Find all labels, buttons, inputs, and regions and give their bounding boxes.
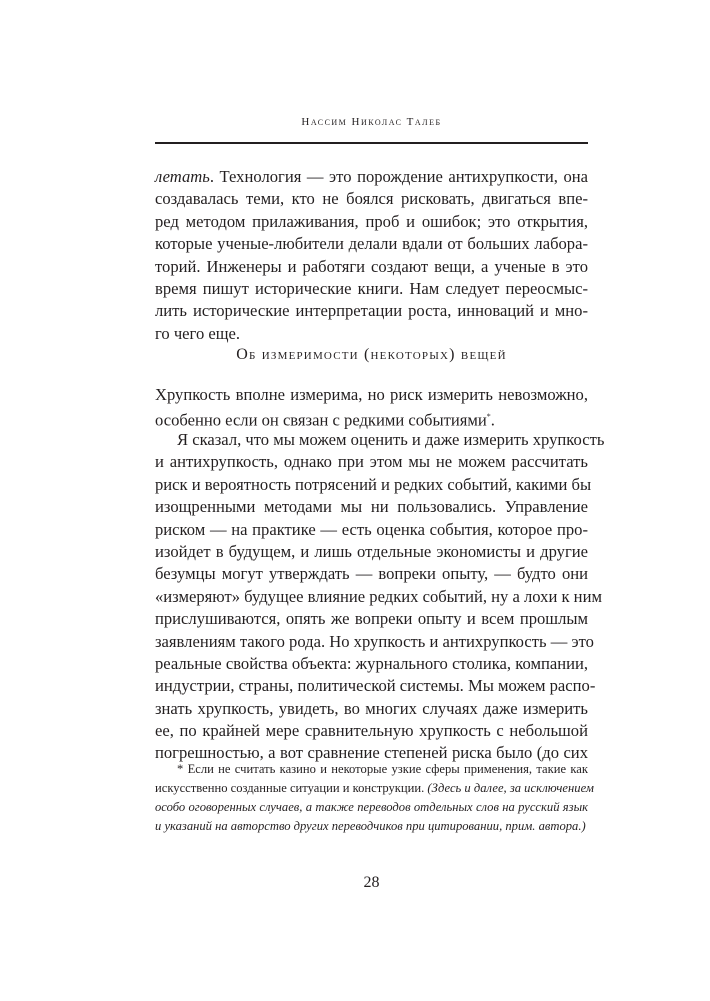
text-line: Я сказал, что мы можем оценить и даже измерить хрупкость — [177, 430, 605, 449]
footnote — [155, 760, 594, 836]
header-rule — [155, 142, 588, 144]
italic-text: особо оговоренных случаев, а также переводов отдельных слов на русский язык — [155, 800, 588, 814]
page-number: 28 — [363, 874, 380, 891]
text: особенно если он связан с редкими событиями — [155, 410, 487, 430]
text-line: изощренными методами мы ни пользовались. Управление — [155, 497, 588, 517]
text-line: риск и вероятность потрясений и редких событий, какими бы — [155, 474, 592, 494]
footnote-line: * Если не считать казино и некоторые узкие сферы применения, такие как — [177, 762, 588, 776]
footnote-line — [155, 779, 594, 798]
paragraph-2 — [155, 384, 588, 429]
text-line — [155, 406, 588, 428]
text-line: знать хрупкость, увидеть, во многих случаях даже измерить — [155, 698, 588, 718]
text-line: погрешностью, а вот сравнение степеней риска было (до сих — [155, 743, 588, 763]
text-line: заявлениям такого рода. Но хрупкость и антихрупкость — это — [155, 631, 594, 651]
text: . Технология — это порождение антихрупкости, она — [209, 167, 588, 186]
text: искусственно созданные ситуации и конструкции. — [155, 781, 428, 795]
text: . — [490, 410, 495, 430]
footnote-mark[interactable]: * — [486, 412, 491, 422]
text-line: время пишут исторические книги. Нам следует переосмыс- — [155, 278, 588, 298]
running-head: Нассим Николас Талеб — [301, 116, 442, 128]
text-line: торий. Инженеры и работяги создают вещи, а ученые в это — [155, 256, 588, 276]
text-line: прислушиваются, опять же вопреки опыту и всем прошлым — [155, 609, 588, 629]
text-line: лить исторические интерпретации роста, инноваций и мно- — [155, 301, 588, 321]
text-line: Хрупкость вполне измерима, но риск измерить невозможно, — [155, 385, 588, 404]
text-line: ее, по крайней мере сравнительную хрупкость с небольшой — [155, 721, 588, 741]
text-line: которые ученые-любители делали вдали от больших лабора- — [155, 234, 588, 254]
text-line — [155, 166, 588, 188]
paragraph-1 — [155, 166, 588, 345]
section-heading: Об измеримости (некоторых) вещей — [236, 346, 507, 363]
footnote-line — [155, 798, 588, 817]
footnote-line — [155, 817, 588, 836]
italic-text: (Здесь и далее, за исключением — [427, 781, 594, 795]
text-line: «измеряют» будущее влияние редких событий, ну а лохи к ним — [155, 586, 602, 606]
italic-text: и указаний на авторство других переводчиков при цитировании, прим. автора.) — [155, 819, 586, 833]
text-line: индустрии, страны, политической системы. Мы можем распо- — [155, 676, 596, 696]
text-line: изойдет в будущем, и лишь отдельные экономисты и другие — [155, 541, 588, 561]
text-line: риском — на практике — есть оценка события, которое про- — [155, 519, 588, 539]
italic-word: летать — [155, 167, 210, 186]
text-line: безумцы могут утверждать — вопреки опыту, — будто они — [155, 564, 588, 584]
text-line: реальные свойства объекта: журнального столика, компании, — [155, 653, 588, 673]
paragraph-3 — [155, 429, 605, 765]
text-line: го чего еще. — [155, 323, 241, 343]
text-line: создавалась теми, кто не боялся рисковать, двигаться впе- — [155, 189, 588, 209]
text-line: и антихрупкость, однако при этом мы не можем рассчитать — [155, 452, 588, 472]
text-line: ред методом прилаживания, проб и ошибок; это открытия, — [155, 211, 588, 231]
